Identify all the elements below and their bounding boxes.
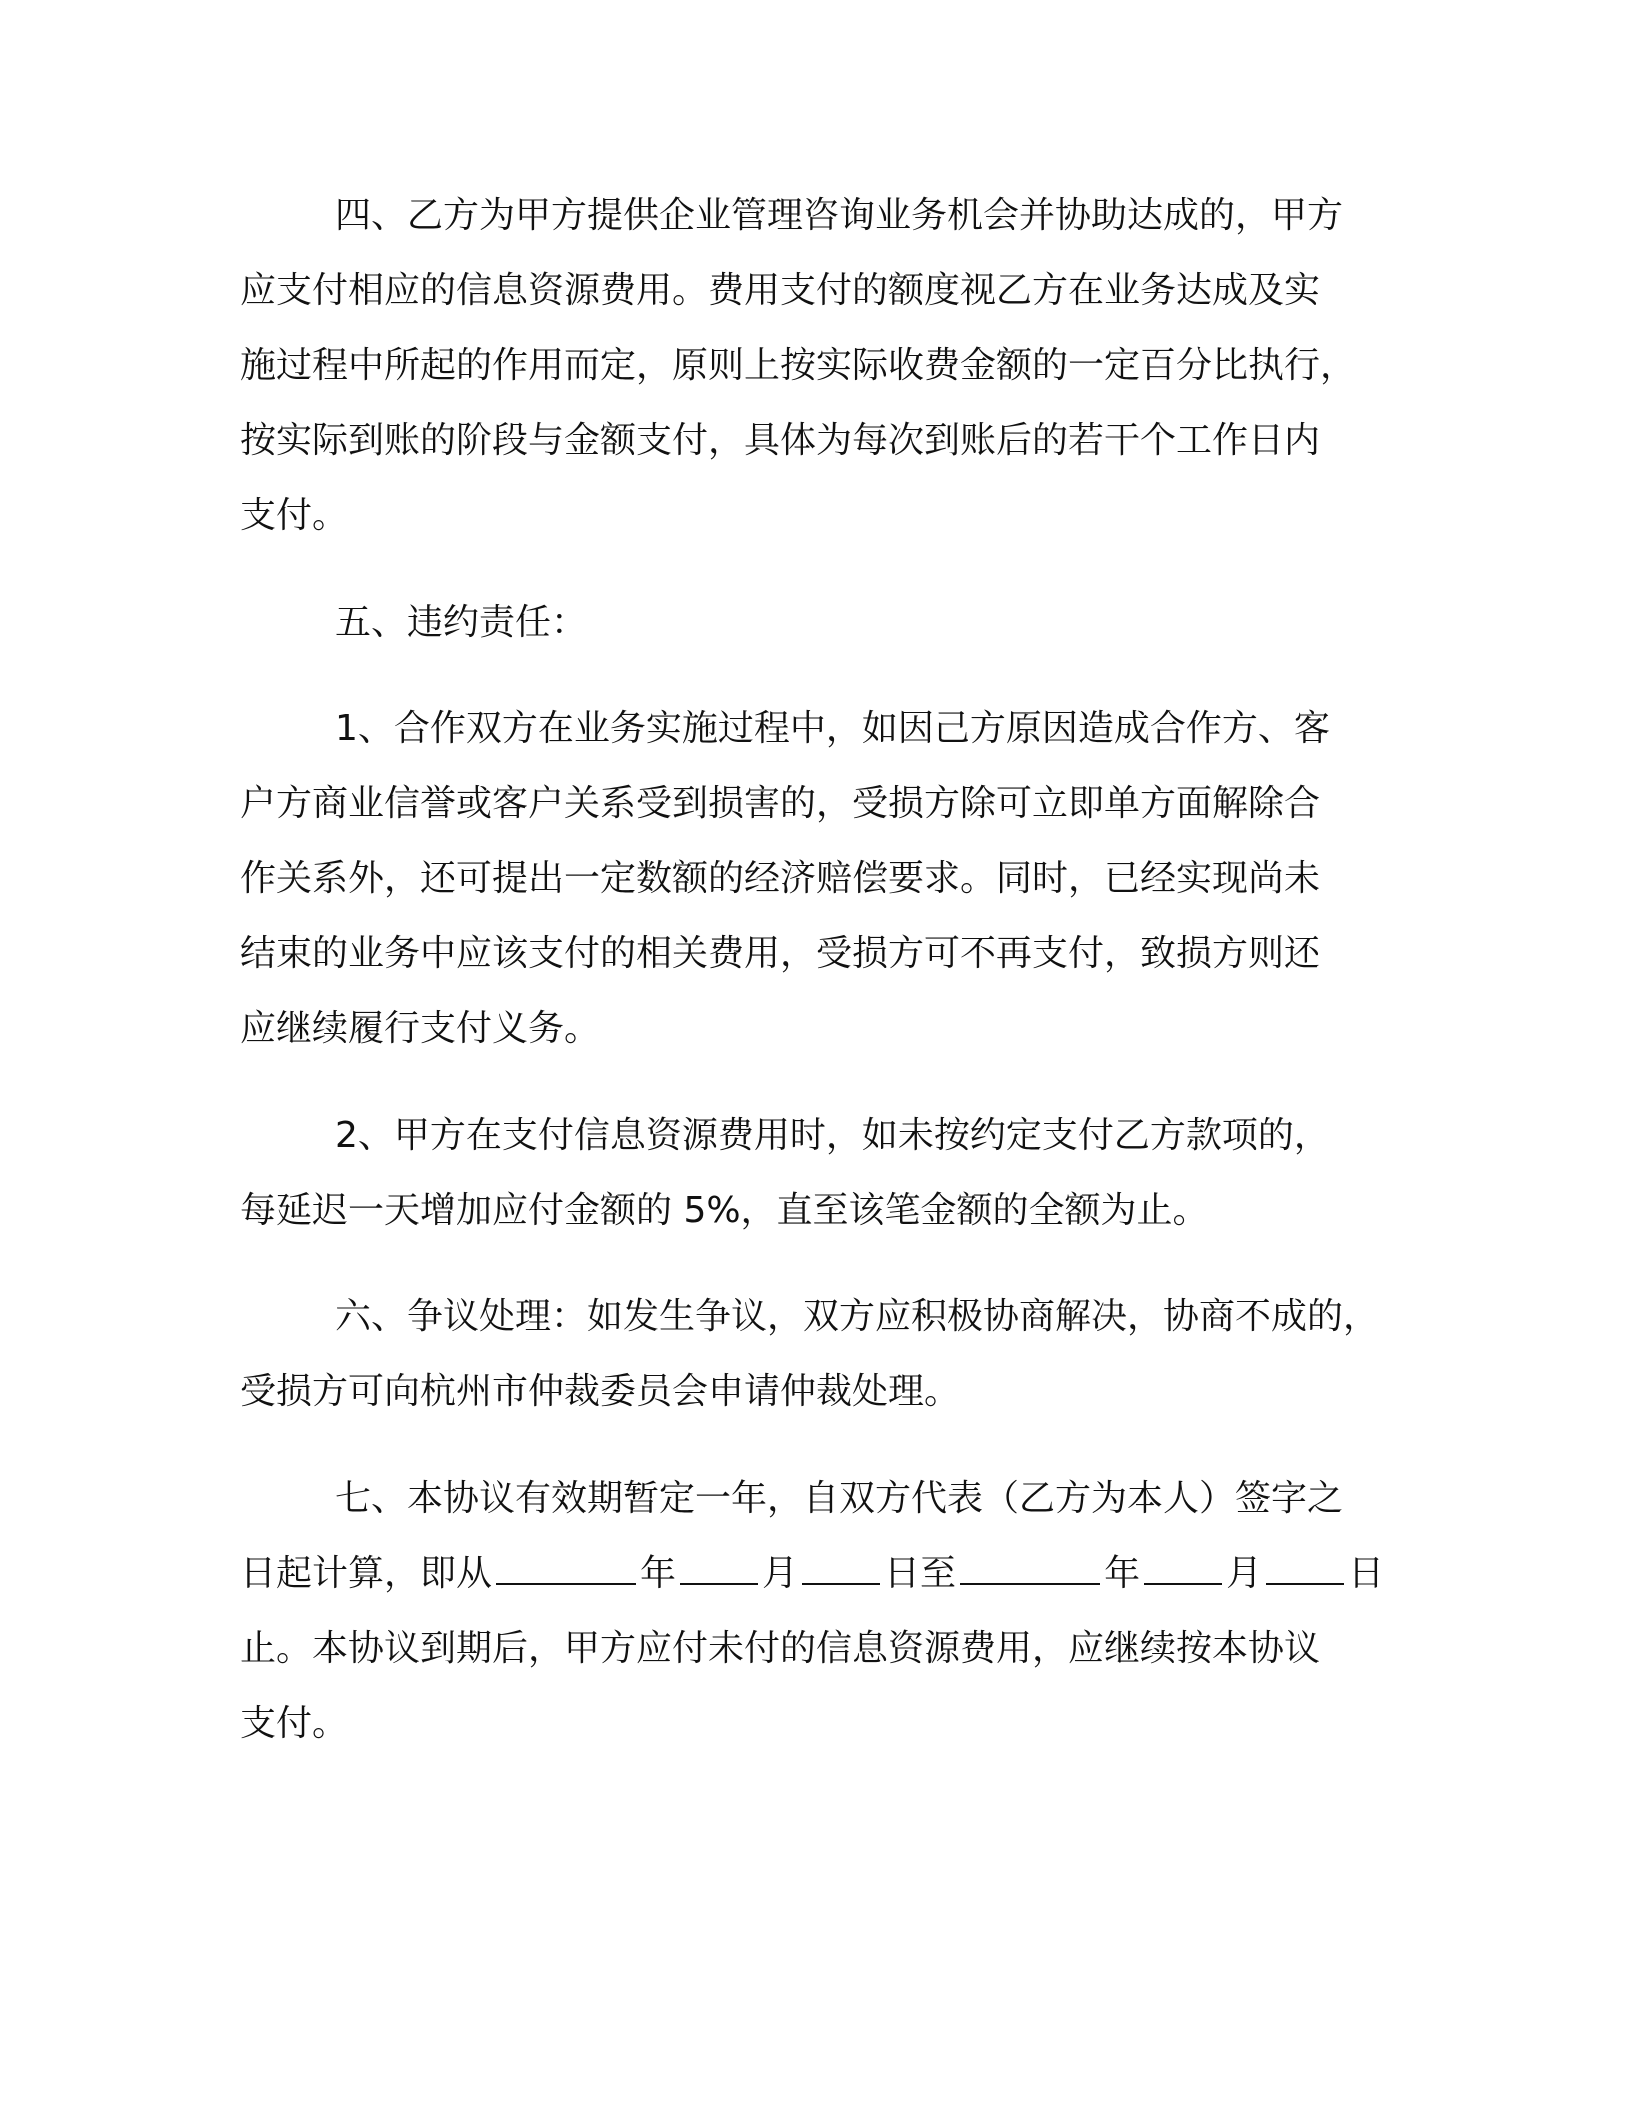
section5-item2-line-1: 2、甲方在支付信息资源费用时，如未按约定支付乙方款项的， — [335, 1115, 1330, 1156]
start-month-blank[interactable] — [680, 1549, 758, 1585]
end-day-label: 日 — [1348, 1553, 1385, 1594]
section5-item1-line-3: 作关系外，还可提出一定数额的经济赔偿要求。同时，已经实现尚未 — [240, 858, 1321, 899]
section4-line-3: 施过程中所起的作用而定，原则上按实际收费金额的一定百分比执行， — [240, 345, 1357, 386]
end-year-label: 年 — [1104, 1553, 1141, 1594]
section5-item1-line-4: 结束的业务中应该支付的相关费用，受损方可不再支付，致损方则还 — [240, 933, 1321, 974]
section7-line-4: 支付。 — [240, 1703, 349, 1744]
section6-line-1: 六、争议处理：如发生争议，双方应积极协商解决，协商不成的， — [335, 1296, 1380, 1337]
day-to-label: 日至 — [884, 1553, 957, 1594]
section5-item1-line-5: 应继续履行支付义务。 — [240, 1008, 601, 1049]
section4-line-4: 按实际到账的阶段与金额支付，具体为每次到账后的若干个工作日内 — [240, 420, 1321, 461]
section7-line2-prefix: 日起计算，即从 — [240, 1553, 493, 1594]
end-month-blank[interactable] — [1144, 1549, 1222, 1585]
section5-item1-line-1: 1、合作双方在业务实施过程中，如因己方原因造成合作方、客 — [335, 708, 1330, 749]
section5-heading: 五、违约责任： — [335, 602, 588, 643]
section4-line-1: 四、乙方为甲方提供企业管理咨询业务机会并协助达成的，甲方 — [335, 195, 1344, 236]
start-month-label: 月 — [762, 1553, 799, 1594]
end-month-label: 月 — [1226, 1553, 1263, 1594]
start-day-blank[interactable] — [802, 1549, 880, 1585]
section4-line-2: 应支付相应的信息资源费用。费用支付的额度视乙方在业务达成及实 — [240, 270, 1321, 311]
section7-line-3: 止。本协议到期后，甲方应付未付的信息资源费用，应继续按本协议 — [240, 1628, 1321, 1669]
section7-line-2 — [240, 1549, 1384, 1599]
start-year-label: 年 — [640, 1553, 677, 1594]
end-year-blank[interactable] — [960, 1549, 1100, 1585]
section6-line-2: 受损方可向杭州市仲裁委员会申请仲裁处理。 — [240, 1371, 961, 1412]
section7-line-1: 七、本协议有效期暂定一年，自双方代表（乙方为本人）签字之 — [335, 1478, 1344, 1519]
section4-line-5: 支付。 — [240, 495, 349, 536]
section5-item1-line-2: 户方商业信誉或客户关系受到损害的，受损方除可立即单方面解除合 — [240, 783, 1321, 824]
section5-item2-line-2: 每延迟一天增加应付金额的 5%，直至该笔金额的全额为止。 — [240, 1190, 1209, 1231]
start-year-blank[interactable] — [496, 1549, 636, 1585]
end-day-blank[interactable] — [1266, 1549, 1344, 1585]
